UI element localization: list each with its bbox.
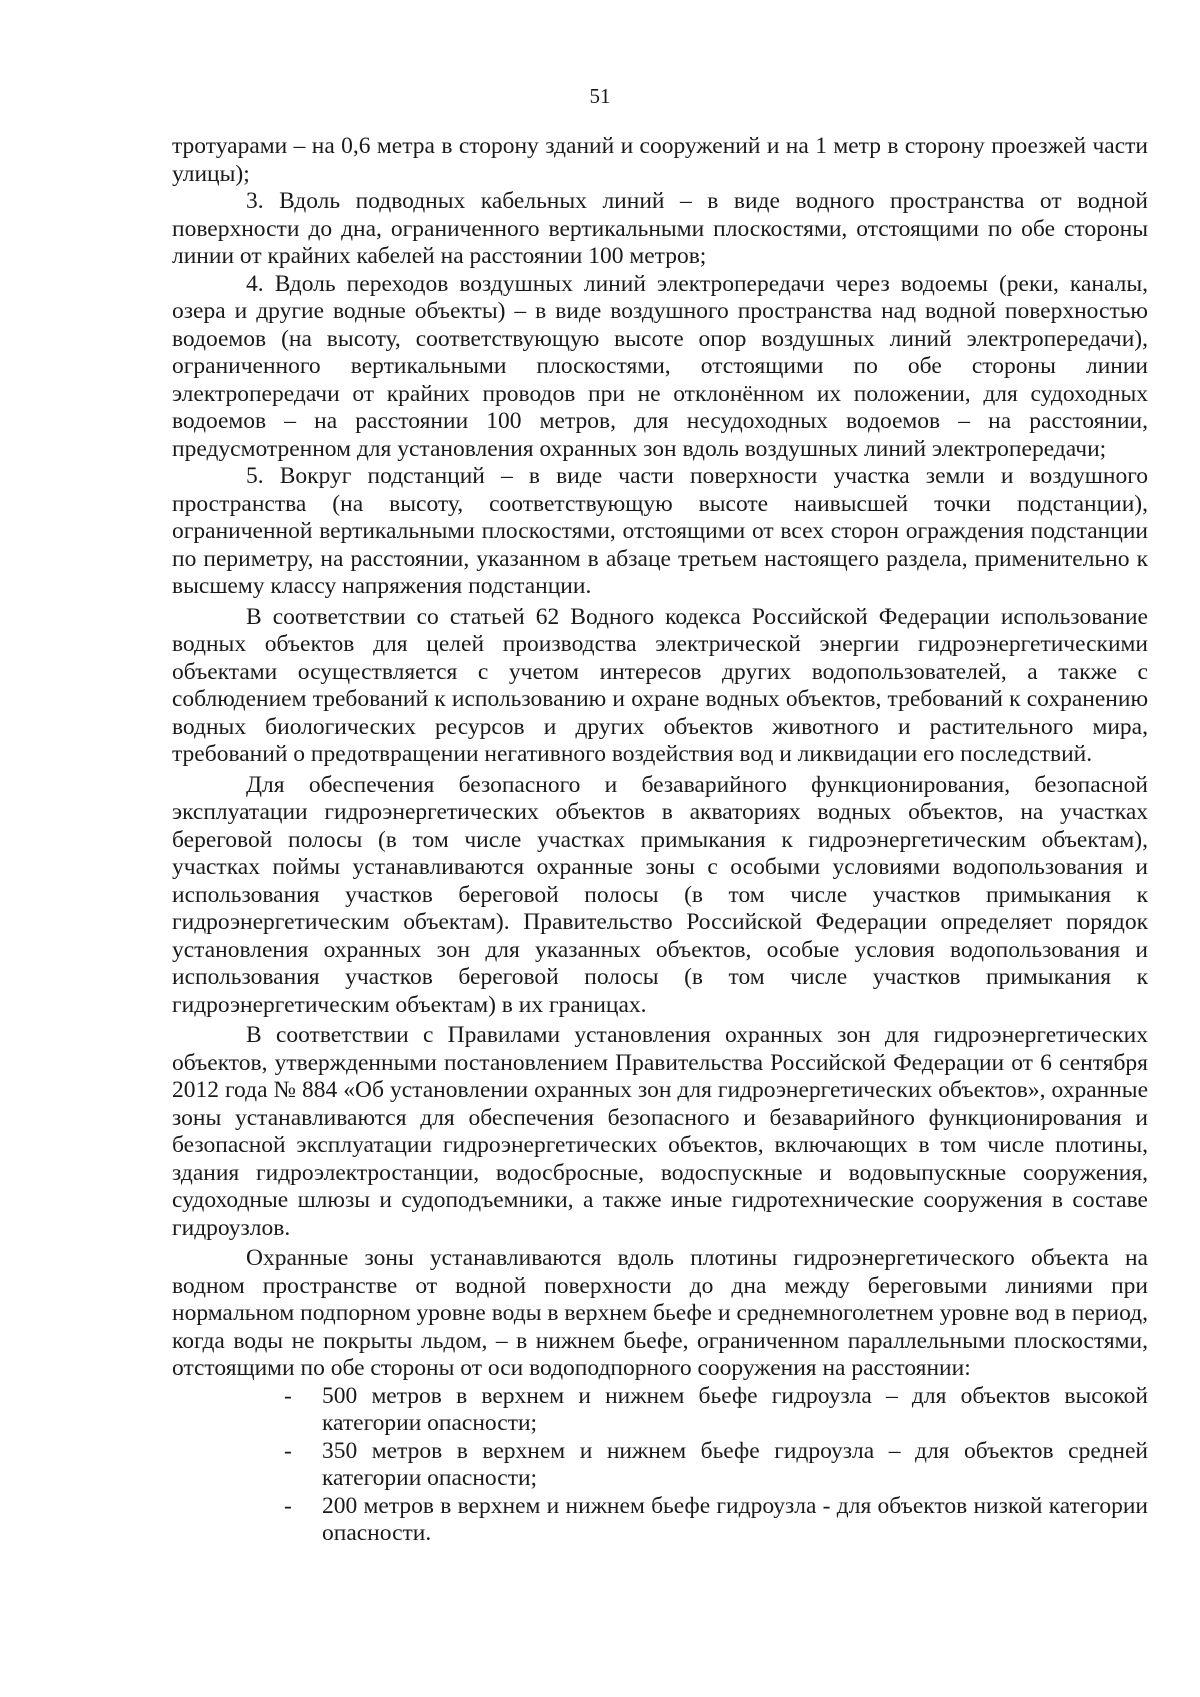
list-item	[172, 1493, 1148, 1548]
paragraph-protection-zones: Для обеспечения безопасного и безаварийного функционирования, безопасной эксплуатации гидроэнергетических объектов в акваториях водных объектов, на участках береговой полосы (в том числе участках примыкания к гидроэнергетическим объектам), участках поймы устанавливаются охранные зоны с особыми условиями водопользования и использования участков береговой полосы (в том числе участков примыкания к гидроэнергетическим объектам). Правительство Российской Федерации определяет порядок установления охранных зон для указанных объектов, особые условия водопользования и использования участков береговой полосы (в том числе участков примыкания к гидроэнергетическим объектам) в их границах.	[172, 771, 1148, 1018]
list-item	[172, 1438, 1148, 1493]
document-body	[172, 133, 1148, 1548]
list-item-text: 350 метров в верхнем и нижнем бьефе гидроузла – для объектов средней категории опасности;	[322, 1437, 1148, 1491]
paragraph-water-code: В соответствии со статьей 62 Водного кодекса Российской Федерации использование водных объектов для целей производства электрической энергии гидроэнергетическими объектами осуществляется с учетом интересов других водопользователей, а также с соблюдением требований к использованию и охране водных объектов, требований к сохранению водных биологических ресурсов и других объектов животного и растительного мира, требований о предотвращении негативного воздействия вод и ликвидации его последствий.	[172, 603, 1148, 767]
list-dash: -	[284, 1492, 292, 1519]
paragraph-continuation: тротуарами – на 0,6 метра в сторону зданий и сооружений и на 1 метр в сторону проезжей части улицы);	[172, 133, 1148, 187]
list-dash: -	[284, 1382, 292, 1409]
list-item-text: 200 метров в верхнем и нижнем бьефе гидроузла - для объектов низкой категории опасности.	[322, 1492, 1148, 1546]
list-dash: -	[284, 1437, 292, 1464]
distance-list	[172, 1383, 1148, 1548]
list-item-text: 500 метров в верхнем и нижнем бьефе гидроузла – для объектов высокой категории опасности;	[322, 1382, 1148, 1436]
paragraph-dam-zones: Охранные зоны устанавливаются вдоль плотины гидроэнергетического объекта на водном пространстве от водной поверхности до дна между береговыми линиями при нормальном подпорном уровне воды в верхнем бьефе и среднемноголетнем уровне вод в период, когда воды не покрыты льдом, – в нижнем бьефе, ограниченном параллельными плоскостями, отстоящими по обе стороны от оси водоподпорного сооружения на расстоянии:	[172, 1245, 1148, 1381]
paragraph-item-3: 3. Вдоль подводных кабельных линий – в виде водного пространства от водной поверхности до дна, ограниченного вертикальными плоскостями, отстоящими по обе стороны линии от крайних кабелей на расстоянии 100 метров;	[172, 188, 1148, 269]
paragraph-item-4: 4. Вдоль переходов воздушных линий электропередачи через водоемы (реки, каналы, озера и другие водные объекты) – в виде воздушного пространства над водной поверхностью водоемов (на высоту, соответствующую высоте опор воздушных линий электропередачи), ограниченного вертикальными плоскостями, отстоящими по обе стороны линии электропередачи от крайних проводов при не отклонённом их положении, для судоходных водоемов – на расстоянии 100 метров, для несудоходных водоемов – на расстоянии, предусмотренном для установления охранных зон вдоль воздушных линий электропередачи;	[172, 270, 1148, 462]
list-item	[172, 1383, 1148, 1438]
paragraph-rules-884: В соответствии с Правилами установления охранных зон для гидроэнергетических объектов, утвержденными постановлением Правительства Российской Федерации от 6 сентября 2012 года № 884 «Об установлении охранных зон для гидроэнергетических объектов», охранные зоны устанавливаются для обеспечения безопасного и безаварийного функционирования и безопасной эксплуатации гидроэнергетических объектов, включающих в том числе плотины, здания гидроэлектростанции, водосбросные, водоспускные и водовыпускные сооружения, судоходные шлюзы и судоподъемники, а также иные гидротехнические сооружения в составе гидроузлов.	[172, 1022, 1148, 1241]
page-number: 51	[589, 84, 611, 108]
paragraph-item-5: 5. Вокруг подстанций – в виде части поверхности участка земли и воздушного пространства (на высоту, соответствующую высоте наивысшей точки подстанции), ограниченной вертикальными плоскостями, отстоящими от всех сторон ограждения подстанции по периметру, на расстоянии, указанном в абзаце третьем настоящего раздела, применительно к высшему классу напряжения подстанции.	[172, 463, 1148, 599]
